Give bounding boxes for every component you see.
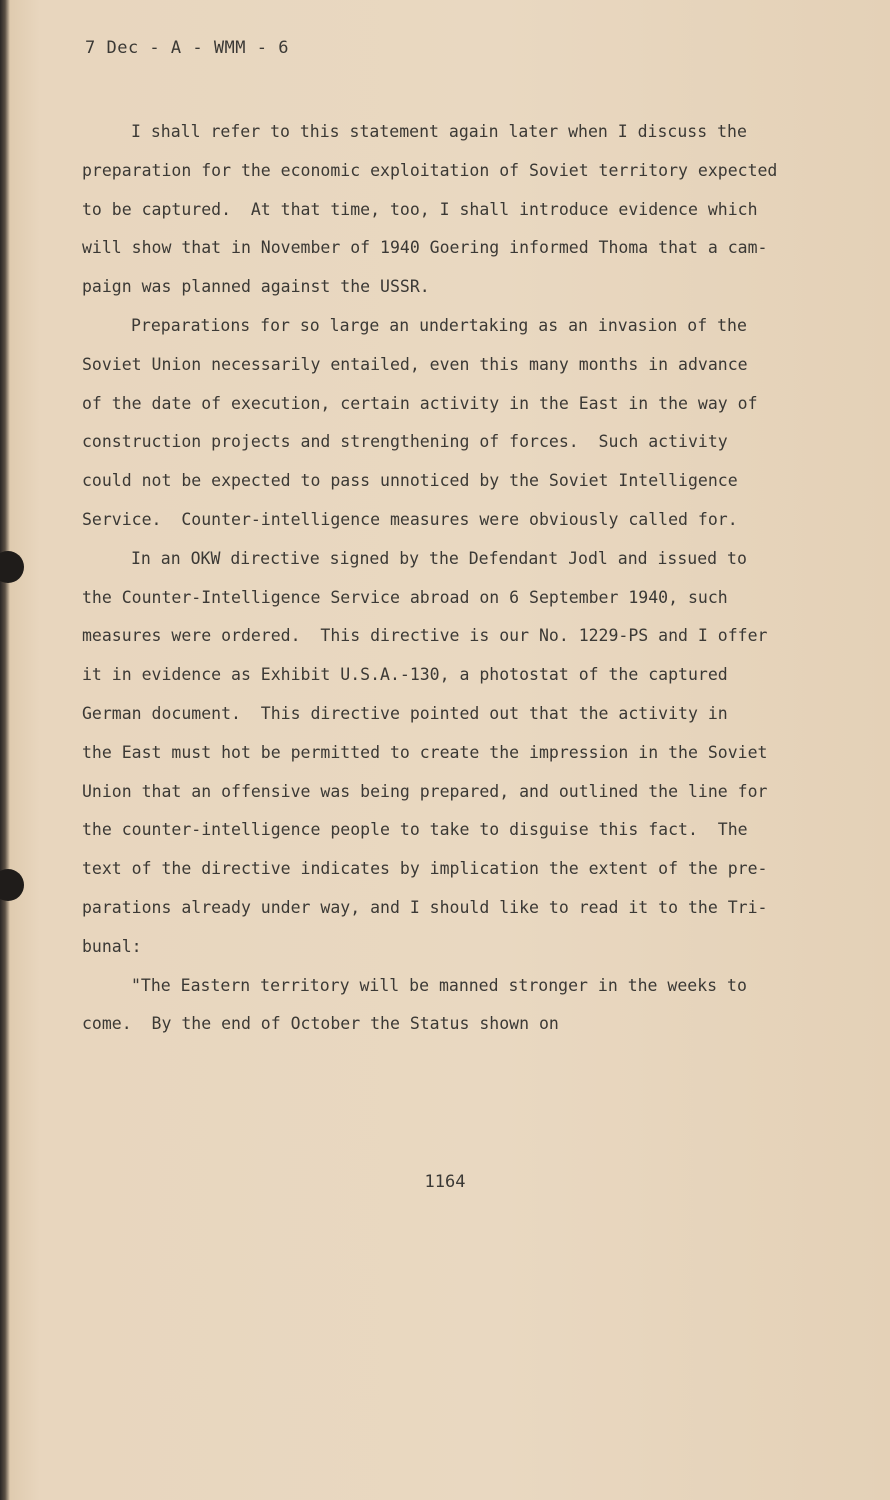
- text-line: the East must hot be permitted to create the impression in the Soviet: [82, 742, 768, 762]
- document-body: [82, 113, 778, 1044]
- text-line: could not be expected to pass unnoticed by the Soviet Intelligence: [82, 471, 738, 491]
- text-line: preparation for the economic exploitation of Soviet territory expected: [82, 160, 778, 180]
- text-line: text of the directive indicates by implication the extent of the pre-: [82, 859, 768, 879]
- text-line: bunal:: [82, 936, 142, 956]
- text-line: parations already under way, and I should like to read it to the Tri-: [82, 897, 768, 917]
- text-line: In an OKW directive signed by the Defendant Jodl and issued to: [131, 548, 747, 568]
- text-line: the Counter-Intelligence Service abroad on 6 September 1940, such: [82, 587, 728, 607]
- text-line: the counter-intelligence people to take to disguise this fact. The: [82, 820, 748, 840]
- text-line: "The Eastern territory will be manned stronger in the weeks to: [131, 975, 747, 995]
- page-number: 1164: [424, 1172, 466, 1192]
- text-line: Soviet Union necessarily entailed, even this many months in advance: [82, 354, 748, 374]
- text-line: paign was planned against the USSR.: [82, 277, 430, 297]
- text-line: Preparations for so large an undertaking as an invasion of the: [131, 315, 747, 335]
- text-line: construction projects and strengthening of forces. Such activity: [82, 432, 728, 452]
- text-line: measures were ordered. This directive is our No. 1229-PS and I offer: [82, 626, 768, 646]
- text-line: of the date of execution, certain activity in the East in the way of: [82, 393, 758, 413]
- text-line: to be captured. At that time, too, I shall introduce evidence which: [82, 199, 758, 219]
- page-header: 7 Dec - A - WMM - 6: [85, 38, 289, 58]
- text-line: it in evidence as Exhibit U.S.A.-130, a photostat of the captured: [82, 665, 728, 685]
- punch-hole: [0, 551, 24, 583]
- text-line: will show that in November of 1940 Goering informed Thoma that a cam-: [82, 238, 768, 258]
- text-line: German document. This directive pointed out that the activity in: [82, 703, 728, 723]
- text-line: Service. Counter-intelligence measures were obviously called for.: [82, 509, 738, 529]
- text-line: come. By the end of October the Status shown on: [82, 1014, 559, 1034]
- scanned-page-edge: [0, 0, 10, 1500]
- text-line: Union that an offensive was being prepared, and outlined the line for: [82, 781, 768, 801]
- text-line: I shall refer to this statement again later when I discuss the: [131, 122, 747, 141]
- punch-hole: [0, 869, 24, 901]
